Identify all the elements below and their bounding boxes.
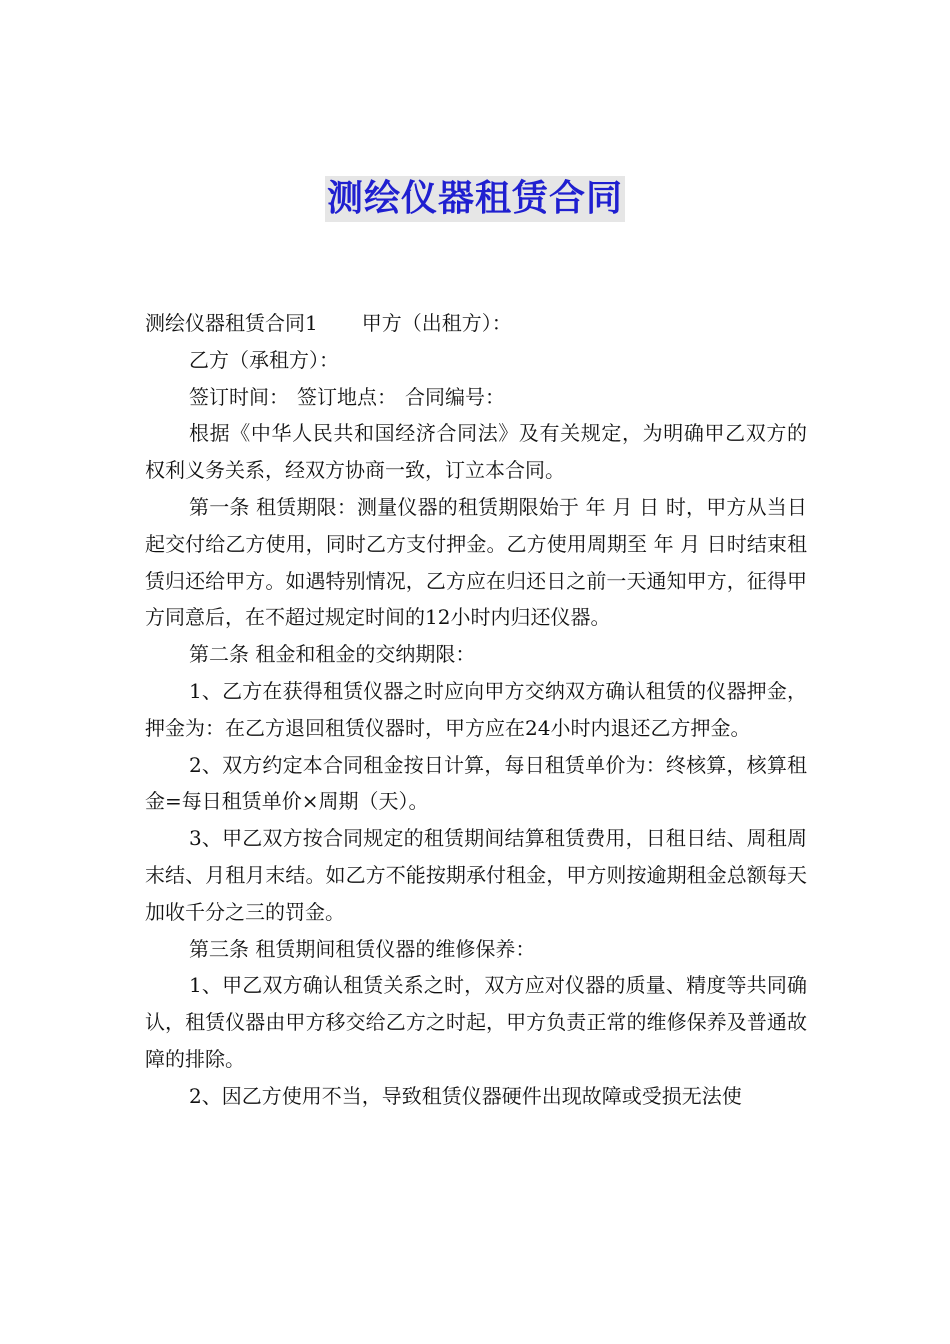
document-body: [145, 305, 807, 1115]
title-container: [0, 176, 950, 222]
intro-line: [145, 305, 807, 342]
contract-number-label: 合同编号：: [405, 384, 505, 409]
article-three-clause-2: 2、因乙方使用不当，导致租赁仪器硬件出现故障或受损无法使: [189, 1083, 742, 1108]
article-two-clause-1: 1、乙方在获得租赁仪器之时应向甲方交纳双方确认租赁的仪器押金，押金为：在乙方退回租赁仪器时，甲方应在24小时内退还乙方押金。: [145, 678, 807, 740]
article-two-clause-3: 3、甲乙双方按合同规定的租赁期间结算租赁费用，日租日结、周租周末结、月租月末结。如乙方不能按期承付租金，甲方则按逾期租金总额每天加收千分之三的罚金。: [145, 826, 807, 924]
preamble-paragraph: 根据《中华人民共和国经济合同法》及有关规定，为明确甲乙双方的权利义务关系，经双方协商一致，订立本合同。: [145, 421, 807, 483]
sign-place-label: 签订地点：: [297, 384, 397, 409]
article-three-heading: 第三条 租赁期间租赁仪器的维修保养：: [189, 936, 536, 961]
document-title: 测绘仪器租赁合同: [325, 176, 625, 222]
sign-time-label: 签订时间：: [189, 384, 289, 409]
article-three-clause-1: 1、甲乙双方确认租赁关系之时，双方应对仪器的质量、精度等共同确认，租赁仪器由甲方移交给乙方之时起，甲方负责正常的维修保养及普通故障的排除。: [145, 973, 807, 1071]
signing-info-line: [145, 379, 807, 416]
article-two-heading: 第二条 租金和租金的交纳期限：: [189, 642, 476, 667]
article-one-paragraph: 第一条 租赁期限：测量仪器的租赁期限始于 年 月 日 时，甲方从当日起交付给乙方使用，同时乙方支付押金。乙方使用周期至 年 月 日时结束租赁归还给甲方。如遇特别情况，乙方应在归还日之前一天通知甲方，征得甲方同意后，在不超过规定时间的12小时内归还仪器。: [145, 494, 807, 630]
party-a-label: 甲方（出租方）：: [361, 311, 512, 335]
article-two-clause-2: 2、双方约定本合同租金按日计算，每日租赁单价为：终核算，核算租金=每日租赁单价×周期（天）。: [145, 752, 807, 814]
party-b-line: [145, 342, 807, 379]
party-b-label: 乙方（承租方）：: [189, 347, 339, 372]
intro-label: 测绘仪器租赁合同1: [145, 311, 318, 335]
